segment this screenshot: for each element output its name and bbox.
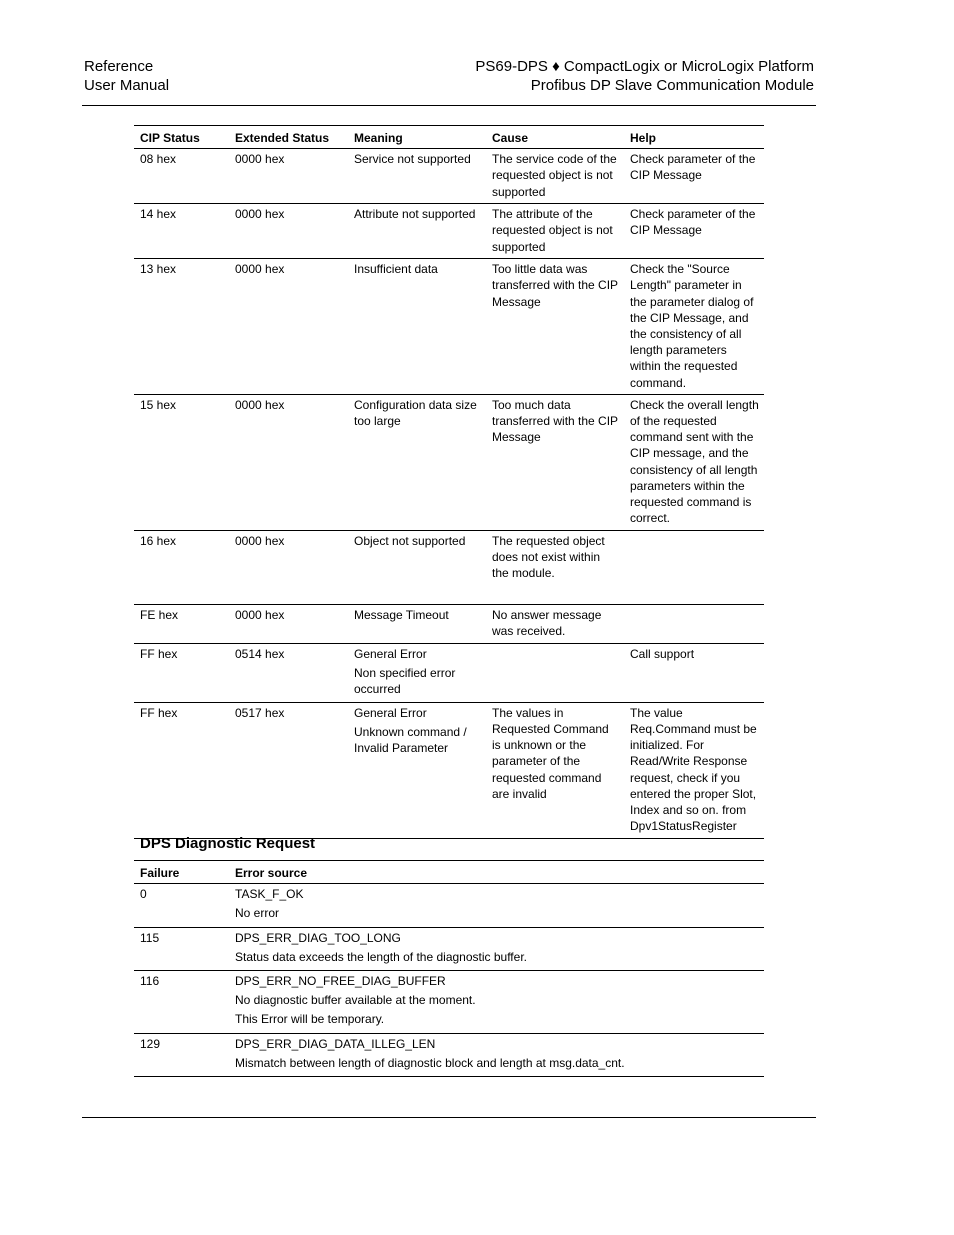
table-row (134, 884, 764, 927)
meaning-cell (348, 530, 486, 604)
help-cell: Check the overall length of the requested command sent with the CIP message, and the consistency of all length parameters within the requested command is correct. (624, 394, 764, 530)
dps-column-header: Failure (134, 861, 229, 884)
dps-section-title: DPS Diagnostic Request (140, 835, 316, 852)
cip-status-cell: FE hex (134, 604, 229, 643)
meaning-cell (348, 259, 486, 395)
header-user-manual: User Manual (84, 77, 170, 94)
meaning-line: Unknown command / Invalid Parameter (354, 725, 467, 756)
cip-status-cell: 14 hex (134, 204, 229, 259)
meaning-cell (348, 149, 486, 204)
cip-column-header: CIP Status (134, 126, 229, 149)
cip-column-header: Cause (486, 126, 624, 149)
table-row (134, 530, 764, 604)
meaning-cell (348, 702, 486, 838)
help-cell (624, 604, 764, 643)
error-source-line: Status data exceeds the length of the diagnostic buffer. (235, 949, 527, 964)
error-source-line: DPS_ERR_DIAG_DATA_ILLEG_LEN (235, 1036, 436, 1051)
help-cell: The value Req.Command must be initialized. For Read/Write Response request, check if you entered the proper Slot, Index and so on. from Dpv1StatusRegister (624, 702, 764, 838)
meaning-line: Attribute not supported (354, 207, 476, 222)
cip-status-cell: 08 hex (134, 149, 229, 204)
meaning-line: Non specified error occurred (354, 666, 456, 697)
extended-status-cell: 0000 hex (229, 149, 348, 204)
error-source-line: TASK_F_OK (235, 887, 304, 902)
table-row (134, 927, 764, 970)
cip-status-cell: 16 hex (134, 530, 229, 604)
meaning-cell (348, 604, 486, 643)
error-source-cell (229, 927, 764, 970)
cause-cell: Too little data was transferred with the CIP Message (486, 259, 624, 395)
cause-cell: The values in Requested Command is unknown or the parameter of the requested command are invalid (486, 702, 624, 838)
cip-status-table (134, 125, 764, 839)
extended-status-cell: 0514 hex (229, 643, 348, 702)
meaning-cell (348, 394, 486, 530)
table-row (134, 1033, 764, 1076)
cause-cell: The attribute of the requested object is not supported (486, 204, 624, 259)
extended-status-cell: 0000 hex (229, 259, 348, 395)
cip-status-cell: FF hex (134, 702, 229, 838)
cip-column-header: Extended Status (229, 126, 348, 149)
table-row (134, 604, 764, 643)
meaning-cell (348, 643, 486, 702)
extended-status-cell: 0000 hex (229, 204, 348, 259)
error-source-cell (229, 884, 764, 927)
error-source-cell (229, 1033, 764, 1076)
help-cell (624, 530, 764, 604)
cause-cell: The service code of the requested object is not supported (486, 149, 624, 204)
failure-code-cell: 129 (134, 1033, 229, 1076)
header-reference: Reference (84, 58, 154, 75)
meaning-line: Configuration data size too large (354, 397, 477, 429)
table-row (134, 643, 764, 702)
dps-header-row (134, 861, 764, 884)
table-row (134, 971, 764, 1034)
meaning-line: Insufficient data (354, 262, 438, 277)
table-row (134, 259, 764, 395)
extended-status-cell: 0000 hex (229, 530, 348, 604)
error-source-cell (229, 971, 764, 1034)
table-row (134, 394, 764, 530)
help-cell: Call support (624, 643, 764, 702)
error-source-line: DPS_ERR_NO_FREE_DIAG_BUFFER (235, 974, 446, 989)
cip-status-cell: FF hex (134, 643, 229, 702)
error-source-line: DPS_ERR_DIAG_TOO_LONG (235, 930, 401, 945)
meaning-line: Message Timeout (354, 607, 449, 622)
failure-code-cell: 0 (134, 884, 229, 927)
cip-column-header: Help (624, 126, 764, 149)
failure-code-cell: 115 (134, 927, 229, 970)
table-row (134, 204, 764, 259)
help-cell: Check parameter of the CIP Message (624, 204, 764, 259)
footer-rule (82, 1117, 816, 1118)
header-right (475, 57, 814, 95)
meaning-cell (348, 204, 486, 259)
cause-cell: The requested object does not exist within the module. (486, 530, 624, 604)
cause-cell (486, 643, 624, 702)
cause-cell: Too much data transferred with the CIP Message (486, 394, 624, 530)
failure-code-cell: 116 (134, 971, 229, 1034)
error-source-line: No error (235, 906, 280, 921)
error-source-line: This Error will be temporary. (235, 1012, 385, 1027)
cip-column-header: Meaning (348, 126, 486, 149)
meaning-line: Object not supported (354, 533, 466, 548)
header-product: PS69-DPS ♦ CompactLogix or MicroLogix Platform (475, 58, 814, 75)
extended-status-cell: 0000 hex (229, 604, 348, 643)
extended-status-cell: 0517 hex (229, 702, 348, 838)
extended-status-cell: 0000 hex (229, 394, 348, 530)
cause-cell: No answer message was received. (486, 604, 624, 643)
error-source-line: Mismatch between length of diagnostic block and length at msg.data_cnt. (235, 1055, 625, 1070)
help-cell: Check the "Source Length" parameter in the parameter dialog of the CIP Message, and the consistency of all length parameters within the requested command. (624, 259, 764, 395)
meaning-line: General Error (354, 646, 427, 661)
header-module: Profibus DP Slave Communication Module (530, 77, 814, 94)
meaning-line: General Error (354, 705, 427, 720)
header-left (84, 57, 169, 95)
dps-diagnostic-table (134, 860, 764, 1077)
help-cell: Check parameter of the CIP Message (624, 149, 764, 204)
error-source-line: No diagnostic buffer available at the moment. (235, 993, 476, 1008)
cip-header-row (134, 126, 764, 149)
meaning-line: Service not supported (354, 152, 471, 167)
cip-status-cell: 13 hex (134, 259, 229, 395)
dps-column-header: Error source (229, 861, 764, 884)
table-row (134, 149, 764, 204)
table-row (134, 702, 764, 838)
cip-status-cell: 15 hex (134, 394, 229, 530)
header-rule (82, 105, 816, 106)
